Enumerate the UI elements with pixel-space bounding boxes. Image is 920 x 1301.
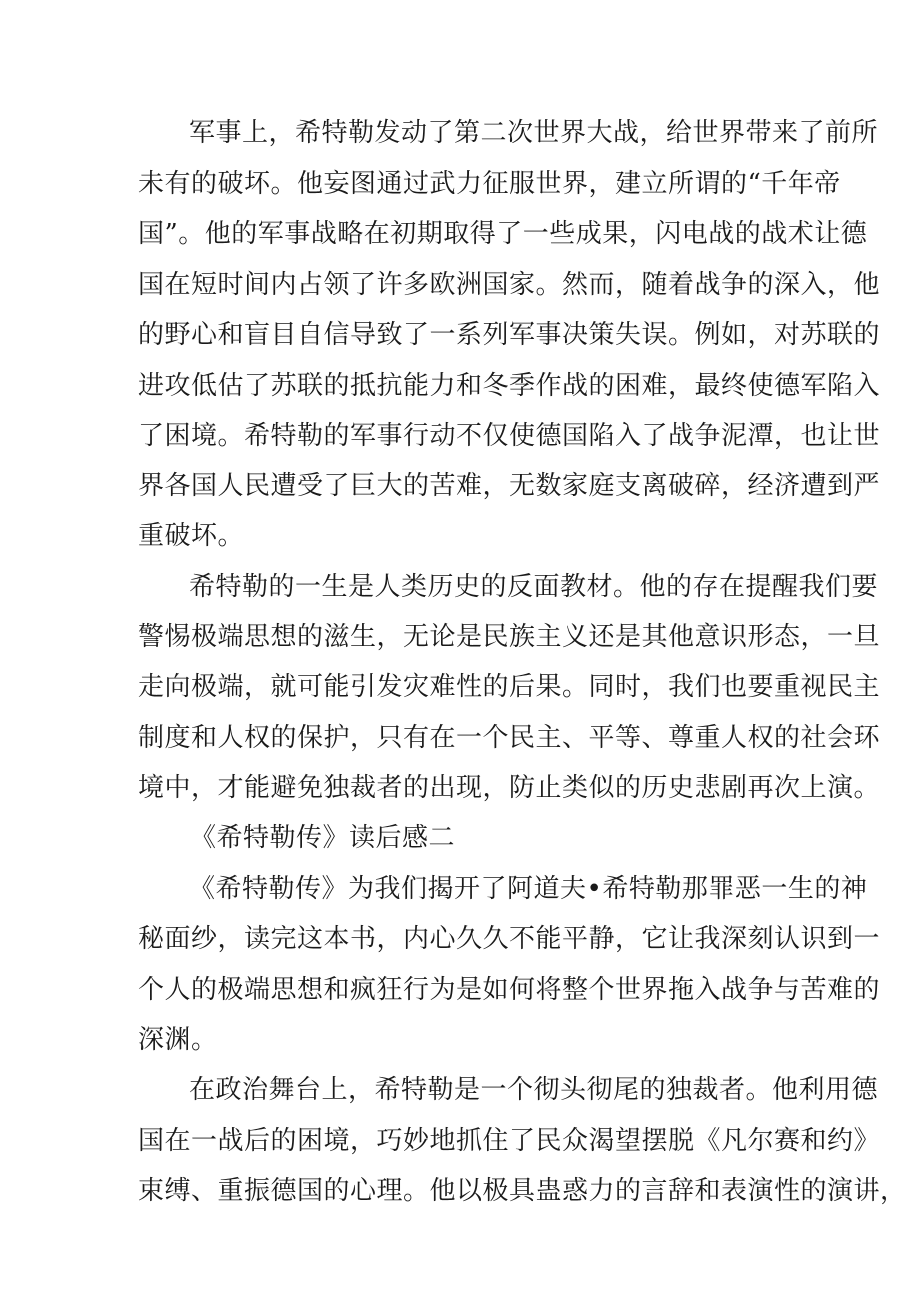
paragraph-line: 国在短时间内占领了许多欧洲国家。然而，随着战争的深入，他 — [138, 270, 881, 300]
paragraph-line: 重破坏。 — [138, 521, 245, 551]
paragraph-line: 深渊。 — [138, 1025, 218, 1055]
paragraph-line: 制度和人权的保护，只有在一个民主、平等、尊重人权的社会环 — [138, 723, 881, 753]
paragraph-line: 军事上，希特勒发动了第二次世界大战，给世界带来了前所 — [189, 118, 879, 148]
paragraph-line: 国在一战后的困境，巧妙地抓住了民众渴望摆脱《凡尔赛和约》 — [138, 1126, 881, 1156]
paragraph-line: 秘面纱，读完这本书，内心久久不能平静，它让我深刻认识到一 — [138, 924, 881, 954]
paragraph-line: 的野心和盲目自信导致了一系列军事决策失误。例如，对苏联的 — [138, 320, 881, 350]
paragraph-line: 希特勒的一生是人类历史的反面教材。他的存在提醒我们要 — [189, 572, 879, 602]
paragraph-line: 《希特勒传》为我们揭开了阿道夫•希特勒那罪恶一生的神 — [189, 874, 868, 904]
paragraph-line: 了困境。希特勒的军事行动不仅使德国陷入了战争泥潭，也让世 — [138, 421, 881, 451]
paragraph-line: 未有的破坏。他妄图通过武力征服世界，建立所谓的“千年帝 — [138, 169, 841, 199]
paragraph-line: 界各国人民遭受了巨大的苦难，无数家庭支离破碎，经济遭到严 — [138, 471, 881, 501]
paragraph-line: 束缚、重振德国的心理。他以极具蛊惑力的言辞和表演性的演讲， — [138, 1176, 907, 1206]
paragraph-line: 境中，才能避免独裁者的出现，防止类似的历史悲剧再次上演。 — [138, 773, 881, 803]
section-heading: 《希特勒传》读后感二 — [190, 823, 456, 853]
paragraph-line: 走向极端，就可能引发灾难性的后果。同时，我们也要重视民主 — [138, 672, 881, 702]
paragraph-line: 警惕极端思想的滋生，无论是民族主义还是其他意识形态，一旦 — [138, 622, 881, 652]
paragraph-line: 进攻低估了苏联的抵抗能力和冬季作战的困难，最终使德军陷入 — [138, 371, 881, 401]
paragraph-line: 在政治舞台上，希特勒是一个彻头彻尾的独裁者。他利用德 — [189, 1075, 879, 1105]
paragraph-line: 个人的极端思想和疯狂行为是如何将整个世界拖入战争与苦难的 — [138, 975, 881, 1005]
paragraph-line: 国”。他的军事战略在初期取得了一些成果，闪电战的战术让德 — [138, 219, 868, 249]
